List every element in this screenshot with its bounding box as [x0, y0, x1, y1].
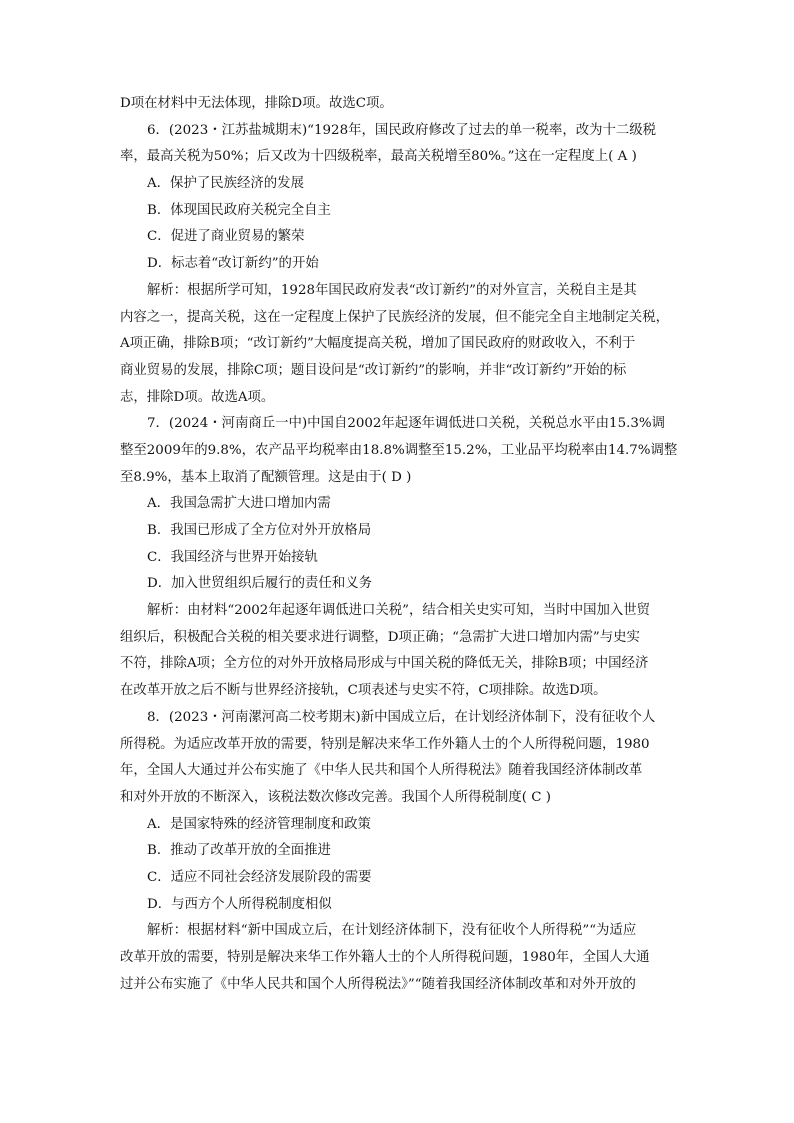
- explanation-text: 解析：根据所学可知，1928年国民政府发表“改订新约”的对外宣言，关税自主是其: [147, 282, 637, 298]
- question-stem: 整至2009年的9.8%，农产品平均税率由18.8%调整至15.2%，工业品平均税率由14.7%调整: [120, 442, 678, 458]
- answer-option: D．与西方个人所得税制度相似: [147, 896, 332, 912]
- question-stem: 7．(2024・河南商丘一中)中国自2002年起逐年调低进口关税，关税总水平由15.3%调: [147, 416, 665, 432]
- answer-option: D．标志着“改订新约”的开始: [147, 256, 319, 272]
- explanation-text: A项正确，排除B项；“改订新约”大幅度提高关税，增加了国民政府的财政收入，不利于: [120, 336, 636, 352]
- question-stem: 年，全国人大通过并公布实施了《中华人民共和国个人所得税法》随着我国经济体制改革: [120, 763, 643, 779]
- answer-option: A．保护了民族经济的发展: [147, 176, 304, 192]
- answer-option: C．适应不同社会经济发展阶段的需要: [147, 869, 372, 885]
- answer-option: B．我国已形成了全方位对外开放格局: [147, 523, 372, 538]
- question-stem: 至8.9%，基本上取消了配额管理。这是由于( D ): [120, 469, 412, 485]
- text-line: D项在材料中无法体现，排除D项。故选C项。: [120, 96, 393, 111]
- answer-option: B．推动了改革开放的全面推进: [147, 843, 331, 859]
- question-stem: 和对外开放的不断深入，该税法数次修改完善。我国个人所得税制度( C ): [120, 789, 551, 805]
- question-stem: 8．(2023・河南漯河高二校考期末)新中国成立后，在计划经济体制下，没有征收个人: [147, 709, 656, 725]
- explanation-text: 在改革开放之后不断与世界经济接轨，C项表述与史实不符，C项排除。故选D项。: [120, 683, 607, 699]
- explanation-text: 过并公布实施了《中华人民共和国个人所得税法》”“随着我国经济体制改革和对外开放的: [120, 976, 636, 992]
- answer-option: A．是国家特殊的经济管理制度和政策: [147, 816, 371, 832]
- question-stem: 率，最高关税为50%；后又改为十四级税率，最高关税增至80%。”这在一定程度上( A ): [120, 149, 637, 165]
- answer-option: D．加入世贸组织后履行的责任和义务: [147, 576, 372, 592]
- answer-option: C．我国经济与世界开始接轨: [147, 549, 318, 565]
- explanation-text: 改革开放的需要，特别是解决来华工作外籍人士的个人所得税问题，1980年，全国人大通: [120, 950, 650, 965]
- question-stem: 6．(2023・江苏盐城期末)“1928年，国民政府修改了过去的单一税率，改为十二级税: [147, 122, 657, 138]
- explanation-text: 内容之一，提高关税，这在一定程度上保护了民族经济的发展，但不能完全自主地制定关税，: [120, 309, 670, 325]
- document-page: [120, 91, 680, 998]
- answer-option: A．我国急需扩大进口增加内需: [147, 496, 331, 512]
- question-stem: 所得税。为适应改革开放的需要，特别是解决来华工作外籍人士的个人所得税问题，1980: [120, 736, 650, 752]
- answer-option: C．促进了商业贸易的繁荣: [147, 229, 305, 245]
- explanation-text: 组织后，积极配合关税的相关要求进行调整，D项正确；“急需扩大进口增加内需”与史实: [120, 629, 640, 645]
- explanation-text: 解析：根据材料“新中国成立后，在计划经济体制下，没有征收个人所得税”“为适应: [147, 923, 637, 939]
- explanation-text: 不符，排除A项；全方位的对外开放格局形成与中国关税的降低无关，排除B项；中国经济: [120, 656, 649, 672]
- explanation-text: 志，排除D项。故选A项。: [120, 389, 275, 405]
- explanation-text: 解析：由材料“2002年起逐年调低进口关税”，结合相关史实可知，当时中国加入世贸: [147, 603, 651, 619]
- explanation-text: 商业贸易的发展，排除C项；题目设问是“改订新约”的影响，并非“改订新约”开始的标: [120, 362, 627, 378]
- answer-option: B．体现国民政府关税完全自主: [147, 202, 331, 218]
